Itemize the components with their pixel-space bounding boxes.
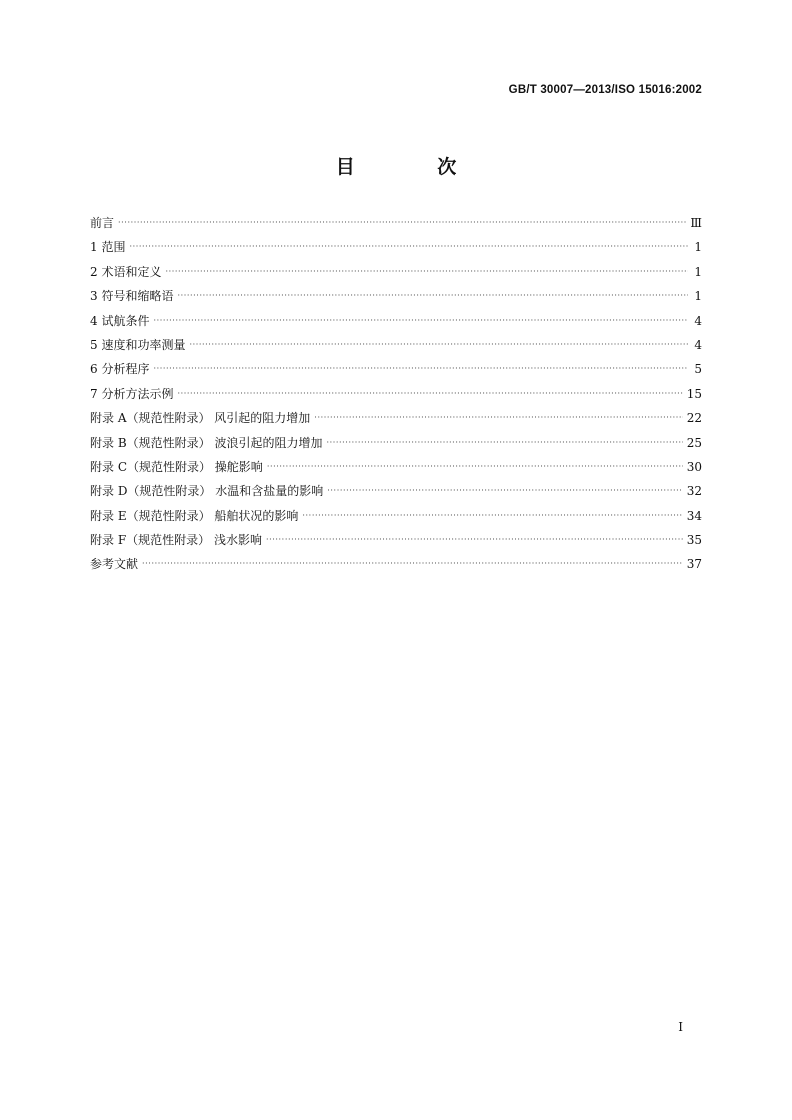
toc-leader-dots (153, 364, 688, 373)
toc-leader-dots (314, 413, 682, 422)
toc-entry[interactable] (90, 238, 702, 262)
toc-entry-label: 前言 (90, 216, 115, 230)
toc-entry-label: 3 符号和缩略语 (90, 289, 174, 304)
toc-leader-dots (267, 462, 683, 471)
toc-entry[interactable] (90, 482, 702, 506)
toc-leader-dots (129, 242, 688, 251)
toc-entry-label: 2 术语和定义 (90, 264, 162, 279)
toc-leader-dots (189, 340, 688, 349)
toc-entry-page: 25 (686, 435, 702, 450)
toc-leader-dots (327, 486, 682, 495)
toc-entry-label: 6 分析程序 (90, 362, 150, 377)
toc-entry-label: 附录 C（规范性附录） 操舵影响 (90, 459, 263, 474)
toc-entry-page: 34 (686, 508, 702, 523)
toc-entry-label: 附录 E（规范性附录） 船舶状况的影响 (90, 508, 299, 523)
toc-entry-label: 5 速度和功率测量 (90, 337, 186, 352)
toc-entry-page: 22 (686, 411, 702, 426)
toc-leader-dots (142, 559, 683, 568)
toc-leader-dots (302, 511, 682, 520)
toc-leader-dots (177, 389, 682, 398)
toc-entry-page: 32 (686, 484, 702, 499)
toc-entry-label: 1 范围 (90, 240, 126, 255)
toc-entry-label: 附录 B（规范性附录） 波浪引起的阻力增加 (90, 435, 323, 450)
toc-entry[interactable] (90, 360, 702, 384)
toc-entry[interactable] (90, 312, 702, 336)
toc-entry-page: 4 (694, 313, 702, 328)
toc-entry-page: 1 (694, 289, 702, 304)
toc-leader-dots (326, 438, 682, 447)
toc-entry-page: 30 (686, 459, 702, 474)
toc-entry[interactable] (90, 531, 702, 555)
toc-entry-page: 1 (694, 240, 702, 255)
toc-leader-dots (177, 291, 688, 300)
toc-entry-label: 附录 D（规范性附录） 水温和含盐量的影响 (90, 484, 324, 499)
table-of-contents (90, 214, 702, 580)
toc-entry-page: 1 (694, 264, 702, 279)
toc-entry[interactable] (90, 434, 702, 458)
toc-entry[interactable] (90, 263, 702, 287)
toc-entry[interactable] (90, 385, 702, 409)
toc-entry-label: 7 分析方法示例 (90, 386, 174, 401)
standard-code: GB/T 30007—2013/ISO 15016:2002 (508, 84, 702, 96)
toc-entry-label: 附录 A（规范性附录） 风引起的阻力增加 (90, 411, 311, 426)
toc-entry[interactable] (90, 287, 702, 311)
toc-entry-page: 4 (694, 337, 702, 352)
toc-entry-page: Ⅲ (690, 216, 702, 230)
toc-entry[interactable] (90, 336, 702, 360)
toc-leader-dots (165, 267, 688, 276)
toc-entry-page: 5 (694, 362, 702, 377)
toc-entry-label: 参考文献 (90, 557, 139, 572)
toc-entry[interactable] (90, 458, 702, 482)
toc-entry-label: 4 试航条件 (90, 313, 150, 328)
toc-entry-page: 15 (686, 386, 702, 401)
page-number: Ⅰ (678, 1020, 683, 1034)
toc-leader-dots (153, 316, 688, 325)
toc-entry[interactable] (90, 214, 702, 238)
toc-entry-page: 37 (686, 557, 702, 572)
toc-leader-dots (118, 218, 686, 227)
toc-entry-page: 35 (686, 533, 702, 548)
toc-entry[interactable] (90, 555, 702, 579)
toc-entry[interactable] (90, 507, 702, 531)
toc-entry[interactable] (90, 409, 702, 433)
toc-entry-label: 附录 F（规范性附录） 浅水影响 (90, 533, 262, 548)
page-title: 目 次 (335, 156, 495, 178)
toc-leader-dots (266, 535, 683, 544)
